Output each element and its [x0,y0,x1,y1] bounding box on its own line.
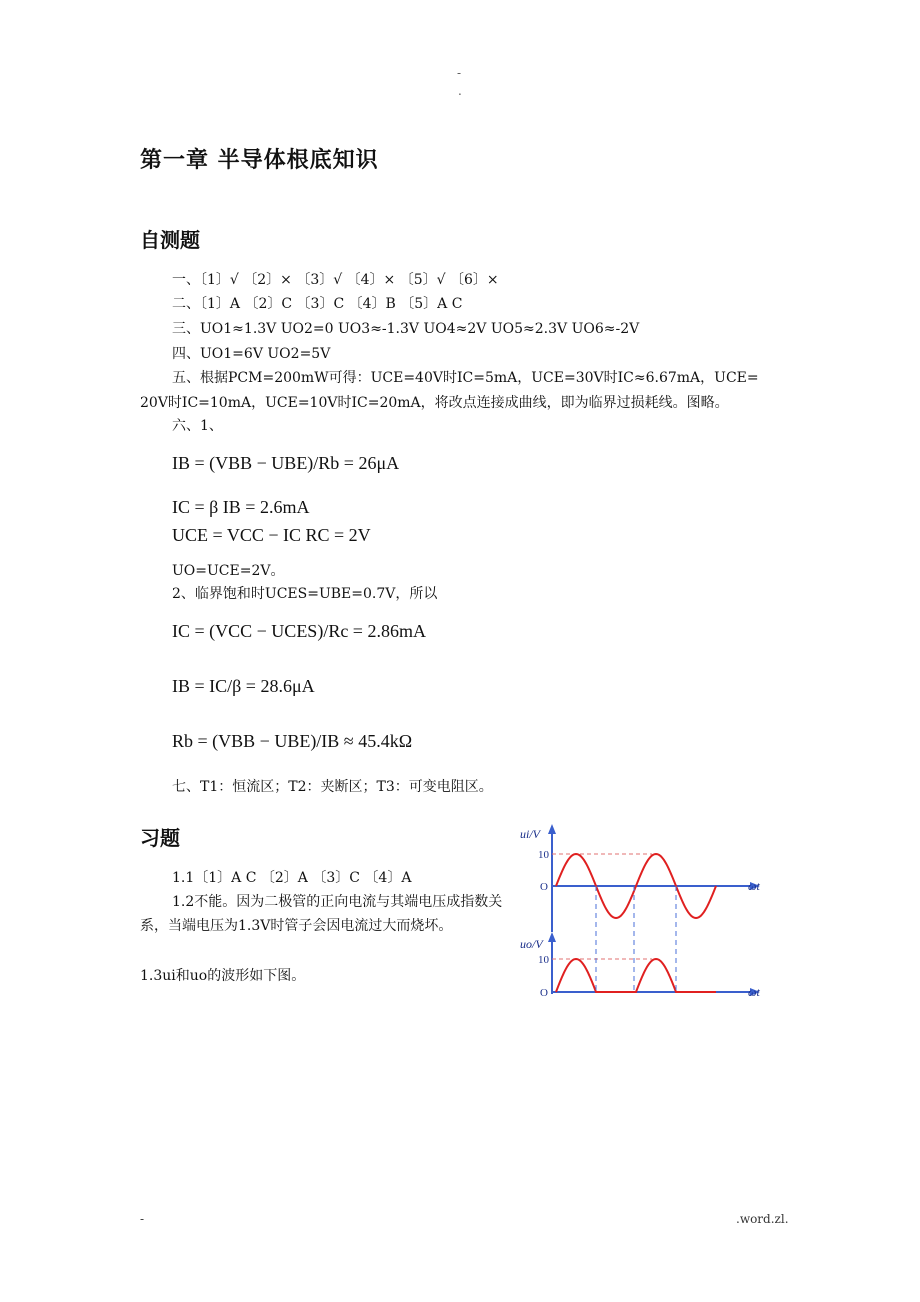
uo-x-label: ωt [748,985,760,999]
section-heading-self-test: 自测题 [140,228,200,252]
answer-four: 四、UO1=6V UO2=5V [172,346,331,362]
answer-six-part2: 2、临界饱和时UCES=UBE=0.7V，所以 [172,586,438,602]
exercise-1-3: 1.3ui和uo的波形如下图。 [140,968,306,984]
ui-axis-label: ui/V [520,827,540,841]
answer-five-line2: 20V时IC=10mA，UCE=10V时IC=20mA，将改点连接成曲线，即为临界过损耗线。图略。 [140,395,729,411]
formula-ic-sat: IC = (VCC − UCES)/Rc = 2.86mA [172,621,426,641]
section-heading-exercises: 习题 [140,826,180,850]
answer-seven: 七、T1：恒流区；T2：夹断区；T3：可变电阻区。 [172,779,493,795]
uo-axis-label: uo/V [520,937,543,951]
ui-x-label: ωt [748,879,760,893]
footer-left: - [140,1212,145,1226]
formula-uce: UCE = VCC − IC RC = 2V [172,525,371,545]
exercise-1-2 [140,890,505,938]
header-mark-dot: . [458,84,462,98]
formula-ib-sat: IB = IC/β = 28.6μA [172,676,315,696]
ui-y-arrow [548,824,556,834]
answer-one: 一、〔1〕√ 〔2〕× 〔3〕√ 〔4〕× 〔5〕√ 〔6〕× [172,272,499,288]
formula-ib: IB = (VBB − UBE)/Rb = 26μA [172,453,400,473]
waveform-figure [512,812,780,1012]
uo-origin: O [540,987,548,999]
chapter-title: 第一章 半导体根底知识 [140,148,379,173]
exercise-1-1: 1.1〔1〕A C 〔2〕A 〔3〕C 〔4〕A [172,870,412,886]
formula-ic: IC = β IB = 2.6mA [172,497,310,517]
answer-six-label: 六、1、 [172,418,223,434]
exercise-1-2-label: 1.2 [172,894,195,910]
formula-rb: Rb = (VBB − UBE)/IB ≈ 45.4kΩ [172,731,413,751]
ui-tick-10: 10 [538,849,549,861]
uo-rectified-wave [556,959,716,992]
exercise-1-2-text: 不能。因为二极管的正向电流与其端电压成指数关系，当端电压为1.3V时管子会因电流过大而烧坏。 [140,894,503,934]
ui-origin: O [540,881,548,893]
answer-three: 三、UO1≈1.3V UO2=0 UO3≈-1.3V UO4≈2V UO5≈2.3V UO6≈-2V [172,321,640,337]
footer-right: .word.zl. [736,1212,789,1226]
header-mark: - [457,66,462,80]
uo-tick-10: 10 [538,954,549,966]
answer-five-line1: 五、根据PCM=200mW可得：UCE=40V时IC=5mA，UCE=30V时IC≈6.67mA，UCE= [172,370,759,386]
answer-two: 二、〔1〕A 〔2〕C 〔3〕C 〔4〕B 〔5〕A C [172,296,463,312]
answer-six-uo: UO=UCE=2V。 [172,563,285,579]
uo-y-arrow [548,932,556,942]
